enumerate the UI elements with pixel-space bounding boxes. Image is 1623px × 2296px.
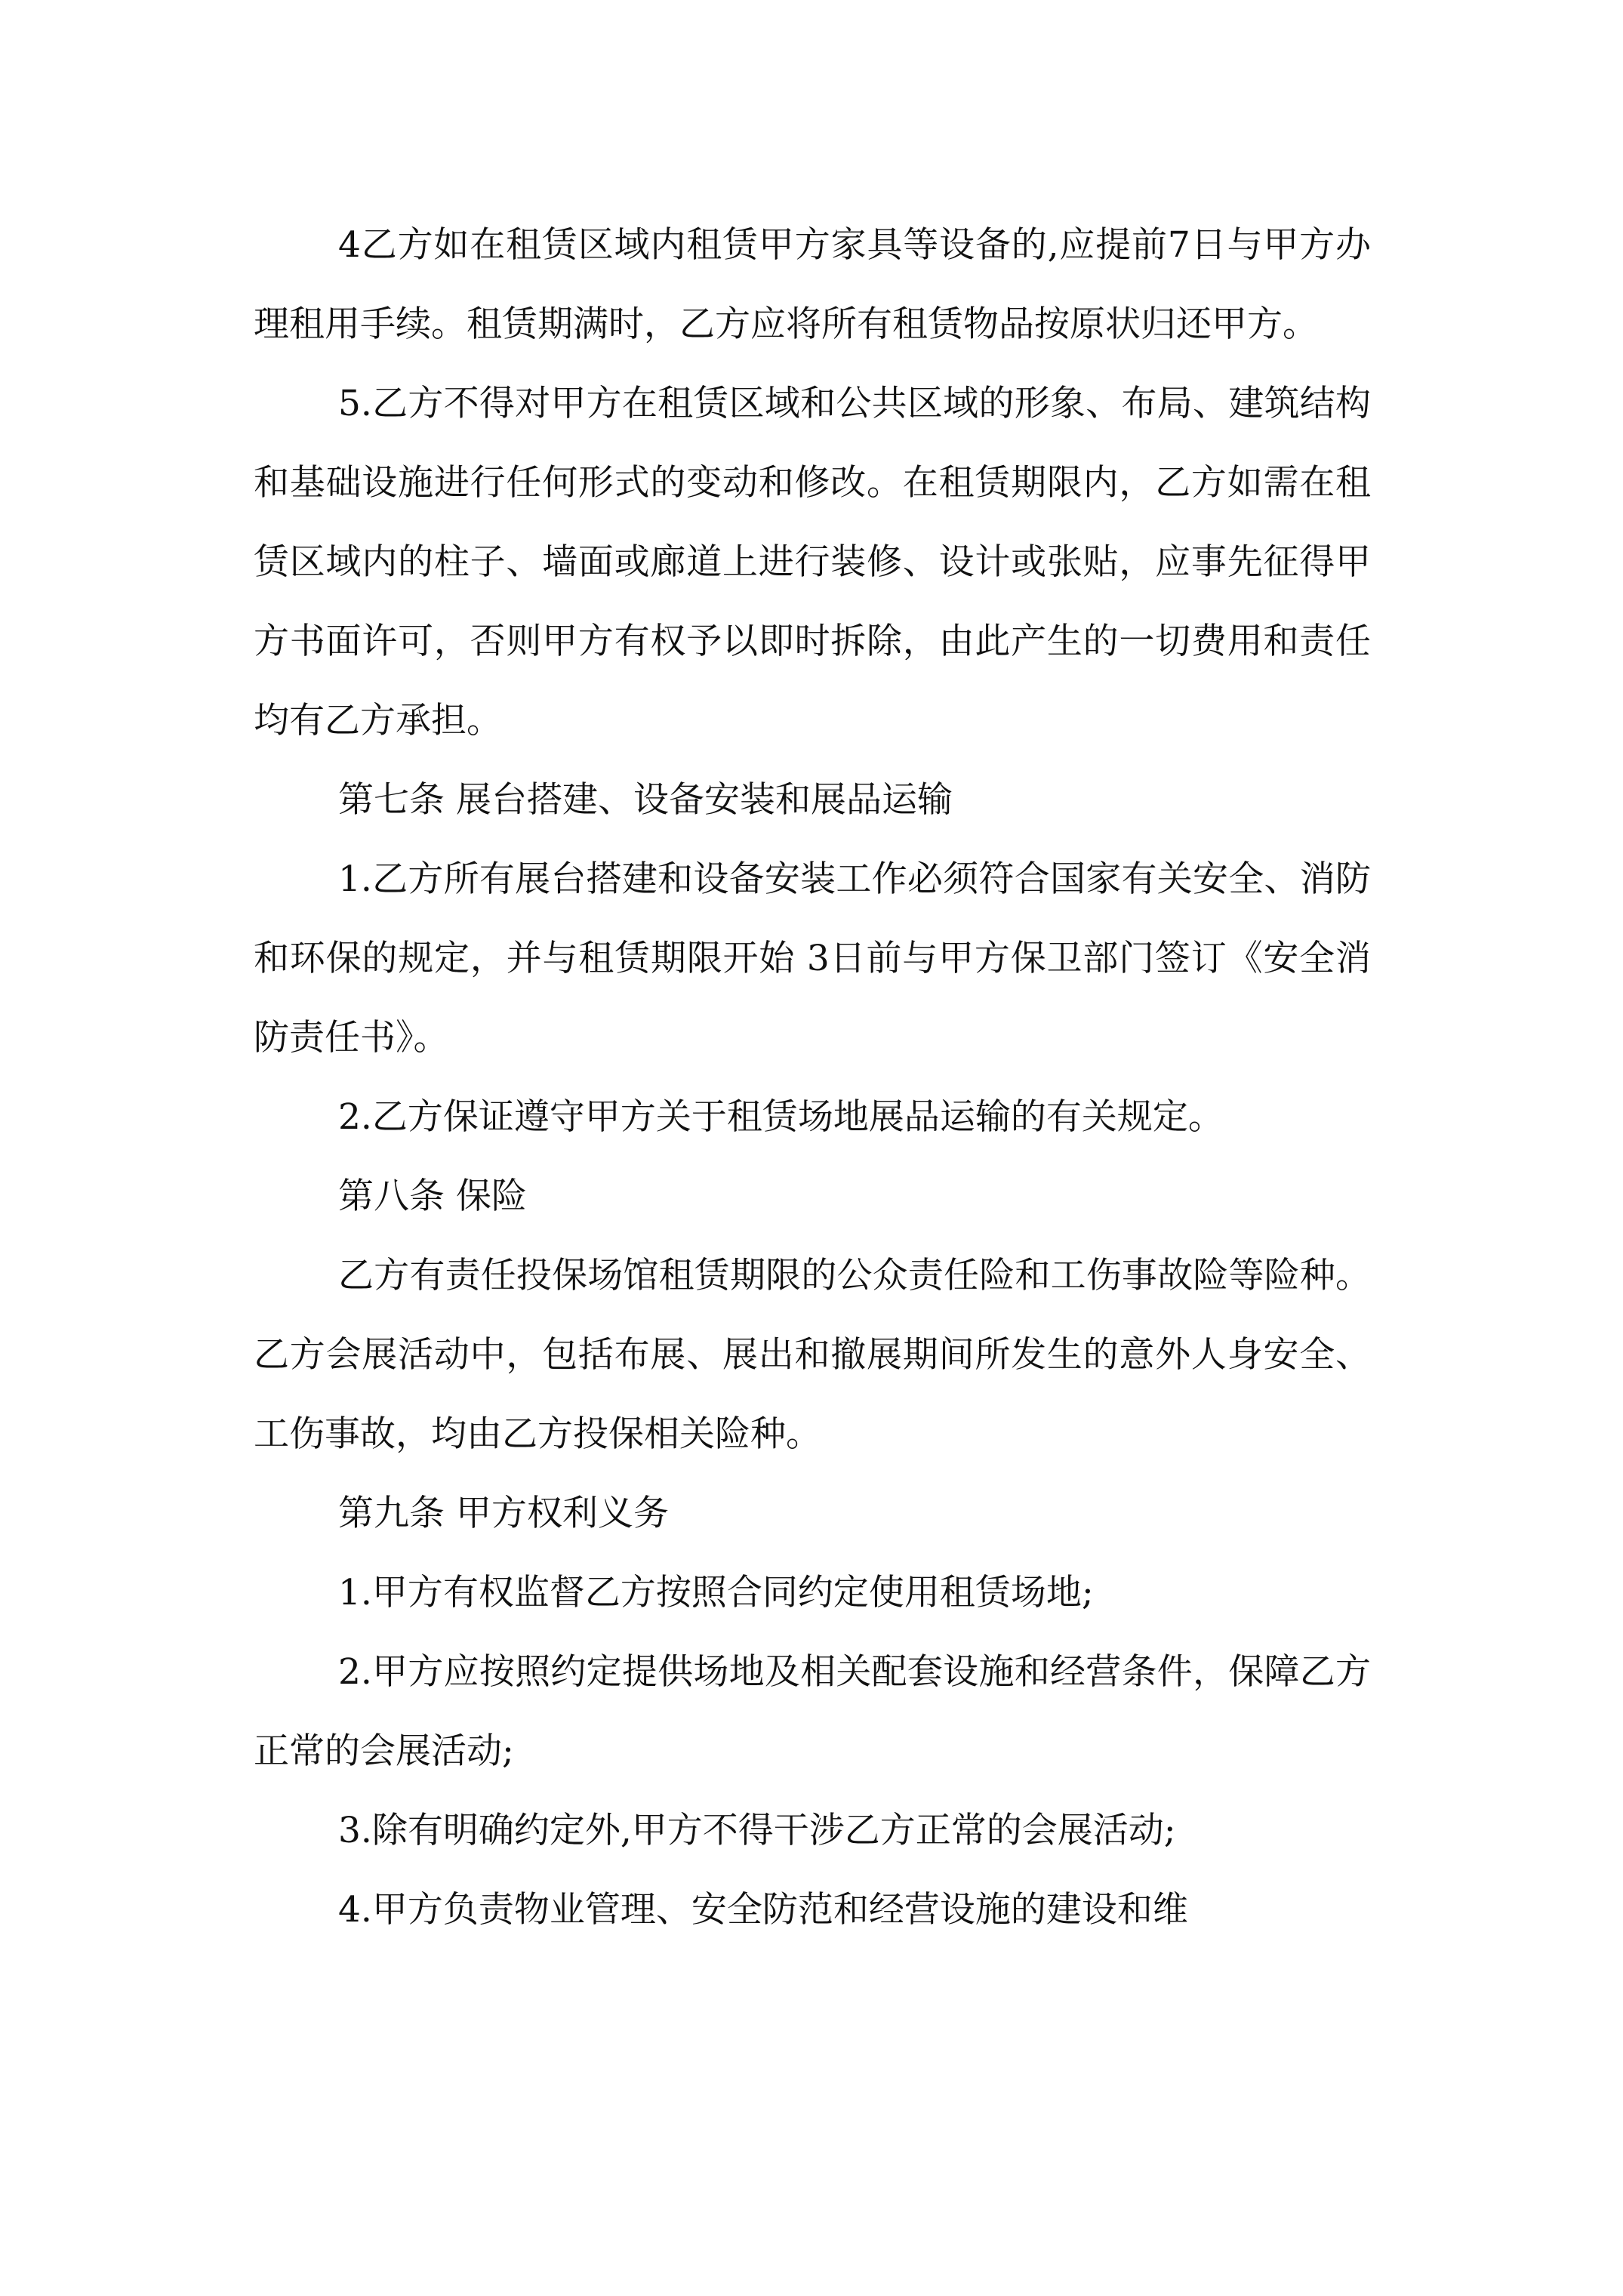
clause-paragraph-furniture-rental: 4乙方如在租赁区域内租赁甲方家具等设备的,应提前7日与甲方办理租用手续。租赁期满时，乙方应将所有租赁物品按原状归还甲方。 (254, 224, 1371, 345)
clause-paragraph-no-interference: 3.除有明确约定外,甲方不得干涉乙方正常的会展活动; (338, 1810, 1176, 1851)
clause-paragraph-booth-safety: 1.乙方所有展台搭建和设备安装工作必须符合国家有关安全、消防和环保的规定，并与租赁期限开始 3日前与甲方保卫部门签订《安全消防责任书》。 (254, 858, 1371, 1059)
clause-paragraph-provide-facilities: 2.甲方应按照约定提供场地及相关配套设施和经营条件，保障乙方正常的会展活动; (254, 1651, 1371, 1772)
clause-paragraph-supervision-right: 1.甲方有权监督乙方按照合同约定使用租赁场地; (338, 1572, 1094, 1613)
article-heading-8: 第八条 保险 (338, 1176, 527, 1217)
article-heading-9: 第九条 甲方权利义务 (338, 1493, 669, 1534)
contract-text-body (254, 205, 1371, 1949)
article-heading-7: 第七条 展台搭建、设备安装和展品运输 (338, 779, 953, 821)
clause-paragraph-no-modification: 5.乙方不得对甲方在租赁区域和公共区域的形象、布局、建筑结构和基础设施进行任何形式的变动和修改。在租赁期限内，乙方如需在租赁区域内的柱子、墙面或廊道上进行装修、设计或张贴，应事先征得甲方书面许可，否则甲方有权予以即时拆除，由此产生的一切费用和责任均有乙方承担。 (254, 383, 1371, 741)
clause-paragraph-exhibit-transport: 2.乙方保证遵守甲方关于租赁场地展品运输的有关规定。 (338, 1096, 1224, 1138)
clause-paragraph-property-management: 4.甲方负责物业管理、安全防范和经营设施的建设和维 (338, 1889, 1188, 1931)
clause-paragraph-insurance: 乙方有责任投保场馆租赁期限的公众责任险和工伤事故险等险种。乙方会展活动中，包括布展、展出和撤展期间所发生的意外人身安全、工伤事故，均由乙方投保相关险种。 (254, 1255, 1371, 1455)
